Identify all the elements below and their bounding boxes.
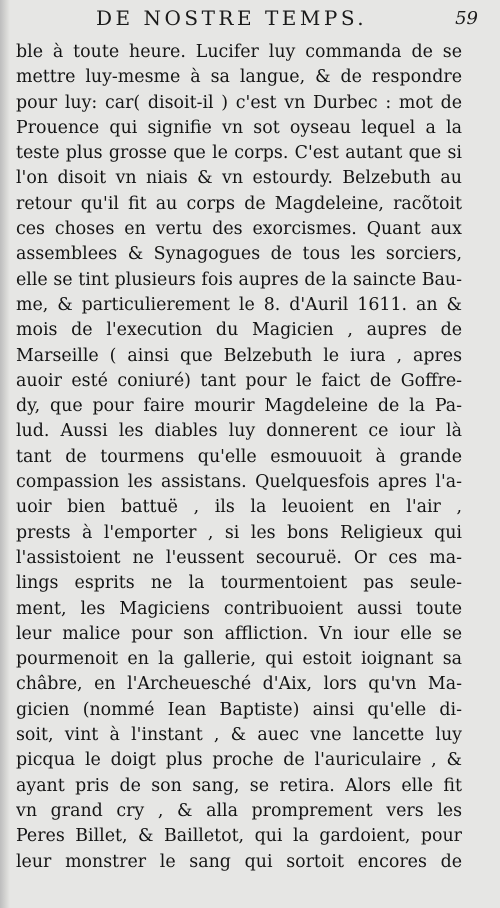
page-number: 59 <box>455 8 478 29</box>
text-line: lud. Aussi les diables luy donnerent ce iour là <box>16 421 462 442</box>
text-line: soit, vint à l'instant , & auec vne lancette luy <box>16 725 462 746</box>
text-line: retour qu'il fit au corps de Magdeleine, racõtoit <box>16 193 462 214</box>
text-line: teste plus grosse que le corps. C'est autant que si <box>16 143 462 164</box>
text-line: me, & particulierement le 8. d'Auril 1611. an & <box>16 294 462 315</box>
text-line: dy, que pour faire mourir Magdeleine de la Pa- <box>16 396 462 417</box>
text-line: tant de tourmens qu'elle esmouuoit à grande <box>16 446 462 467</box>
text-line: mois de l'execution du Magicien , aupres de <box>16 320 462 341</box>
text-line: pourmenoit en la gallerie, qui estoit ioignant sa <box>16 649 462 670</box>
text-line: auoir esté coniuré) tant pour le faict de Goffre- <box>16 370 462 391</box>
text-line: elle se tint plusieurs fois aupres de la saincte Bau- <box>16 269 462 290</box>
text-line: prests à l'emporter , si les bons Religieux qui <box>16 522 462 543</box>
text-line: uoir bien battuë , ils la leuoient en l'air , <box>16 497 462 518</box>
body-text <box>16 40 462 875</box>
text-line: assemblees & Synagogues de tous les sorciers, <box>16 244 462 265</box>
text-line: pour luy: car( disoit-il ) c'est vn Durbec : mot de <box>16 92 462 113</box>
text-line: ble à toute heure. Lucifer luy commanda de se <box>16 42 462 62</box>
text-line: Marseille ( ainsi que Belzebuth le iura , apres <box>16 345 462 366</box>
text-line: ces choses en vertu des exorcismes. Quant aux <box>16 219 462 240</box>
text-line: l'on disoit vn niais & vn estourdy. Belzebuth au <box>16 168 462 189</box>
text-line: Peres Billet, & Bailletot, qui la gardoient, pour <box>16 826 462 847</box>
text-line: ayant pris de son sang, se retira. Alors elle fit <box>16 775 462 796</box>
text-line: Prouence qui signifie vn sot oyseau lequel a la <box>16 117 462 138</box>
text-line: ment, les Magiciens contribuoient aussi toute <box>16 598 462 619</box>
text-line: vn grand cry , & alla promprement vers les <box>16 800 462 821</box>
page-header <box>0 4 500 34</box>
text-line: l'assistoient ne l'eussent secouruë. Or ces ma- <box>16 547 462 568</box>
text-line: châbre, en l'Archeuesché d'Aix, lors qu'vn Ma- <box>16 674 462 695</box>
text-line: leur malice pour son affliction. Vn iour elle se <box>16 623 462 644</box>
text-line: mettre luy-mesme à sa langue, & de respondre <box>16 67 462 88</box>
text-line: gicien (nommé Iean Baptiste) ainsi qu'elle di- <box>16 699 462 720</box>
text-line: leur monstrer le sang qui sortoit encores de <box>16 851 462 872</box>
text-line: compassion les assistans. Quelquesfois apres l'a- <box>16 472 462 493</box>
running-title: DE NOSTRE TEMPS. <box>96 6 368 30</box>
text-line: lings esprits ne la tourmentoient pas seule- <box>16 573 462 594</box>
text-line: picqua le doigt plus proche de l'auriculaire , & <box>16 750 462 771</box>
